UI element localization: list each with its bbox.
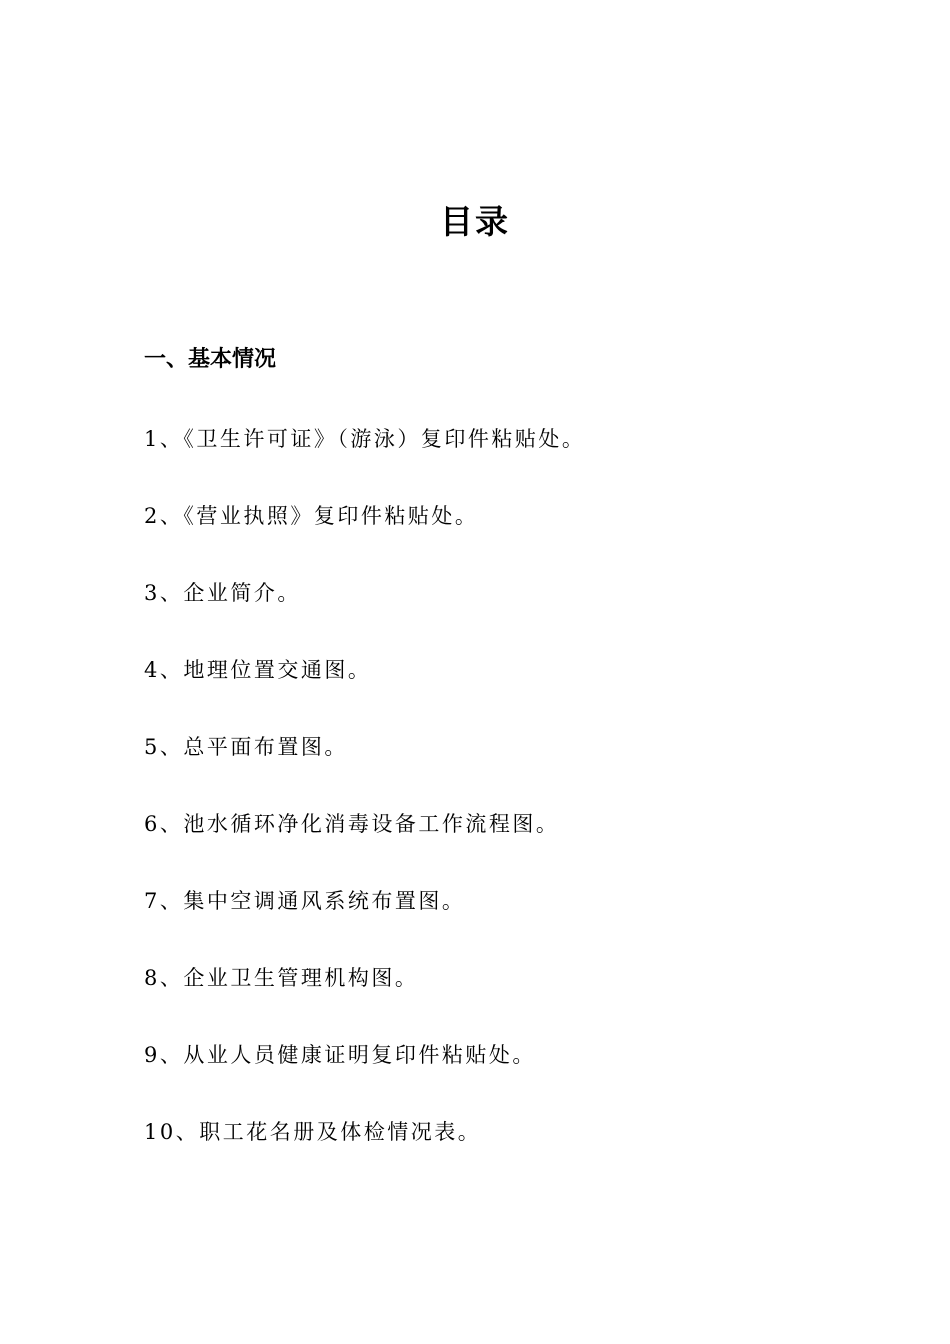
toc-item: 10、职工花名册及体检情况表。 [144,1120,482,1144]
toc-list [144,422,844,1192]
toc-item: 1、《卫生许可证》（游泳）复印件粘贴处。 [144,427,586,451]
toc-item: 3、企业简介。 [144,581,301,605]
toc-item: 9、从业人员健康证明复印件粘贴处。 [144,1043,536,1067]
toc-item: 8、企业卫生管理机构图。 [144,966,419,990]
toc-item: 2、《营业执照》复印件粘贴处。 [144,504,479,528]
toc-item: 6、池水循环净化消毒设备工作流程图。 [144,812,560,836]
page-title: 目录 [440,202,510,241]
toc-item: 4、地理位置交通图。 [144,658,372,682]
toc-item: 7、集中空调通风系统布置图。 [144,889,466,913]
section-heading-basic-info: 一、基本情况 [144,347,277,372]
toc-item: 5、总平面布置图。 [144,735,348,759]
